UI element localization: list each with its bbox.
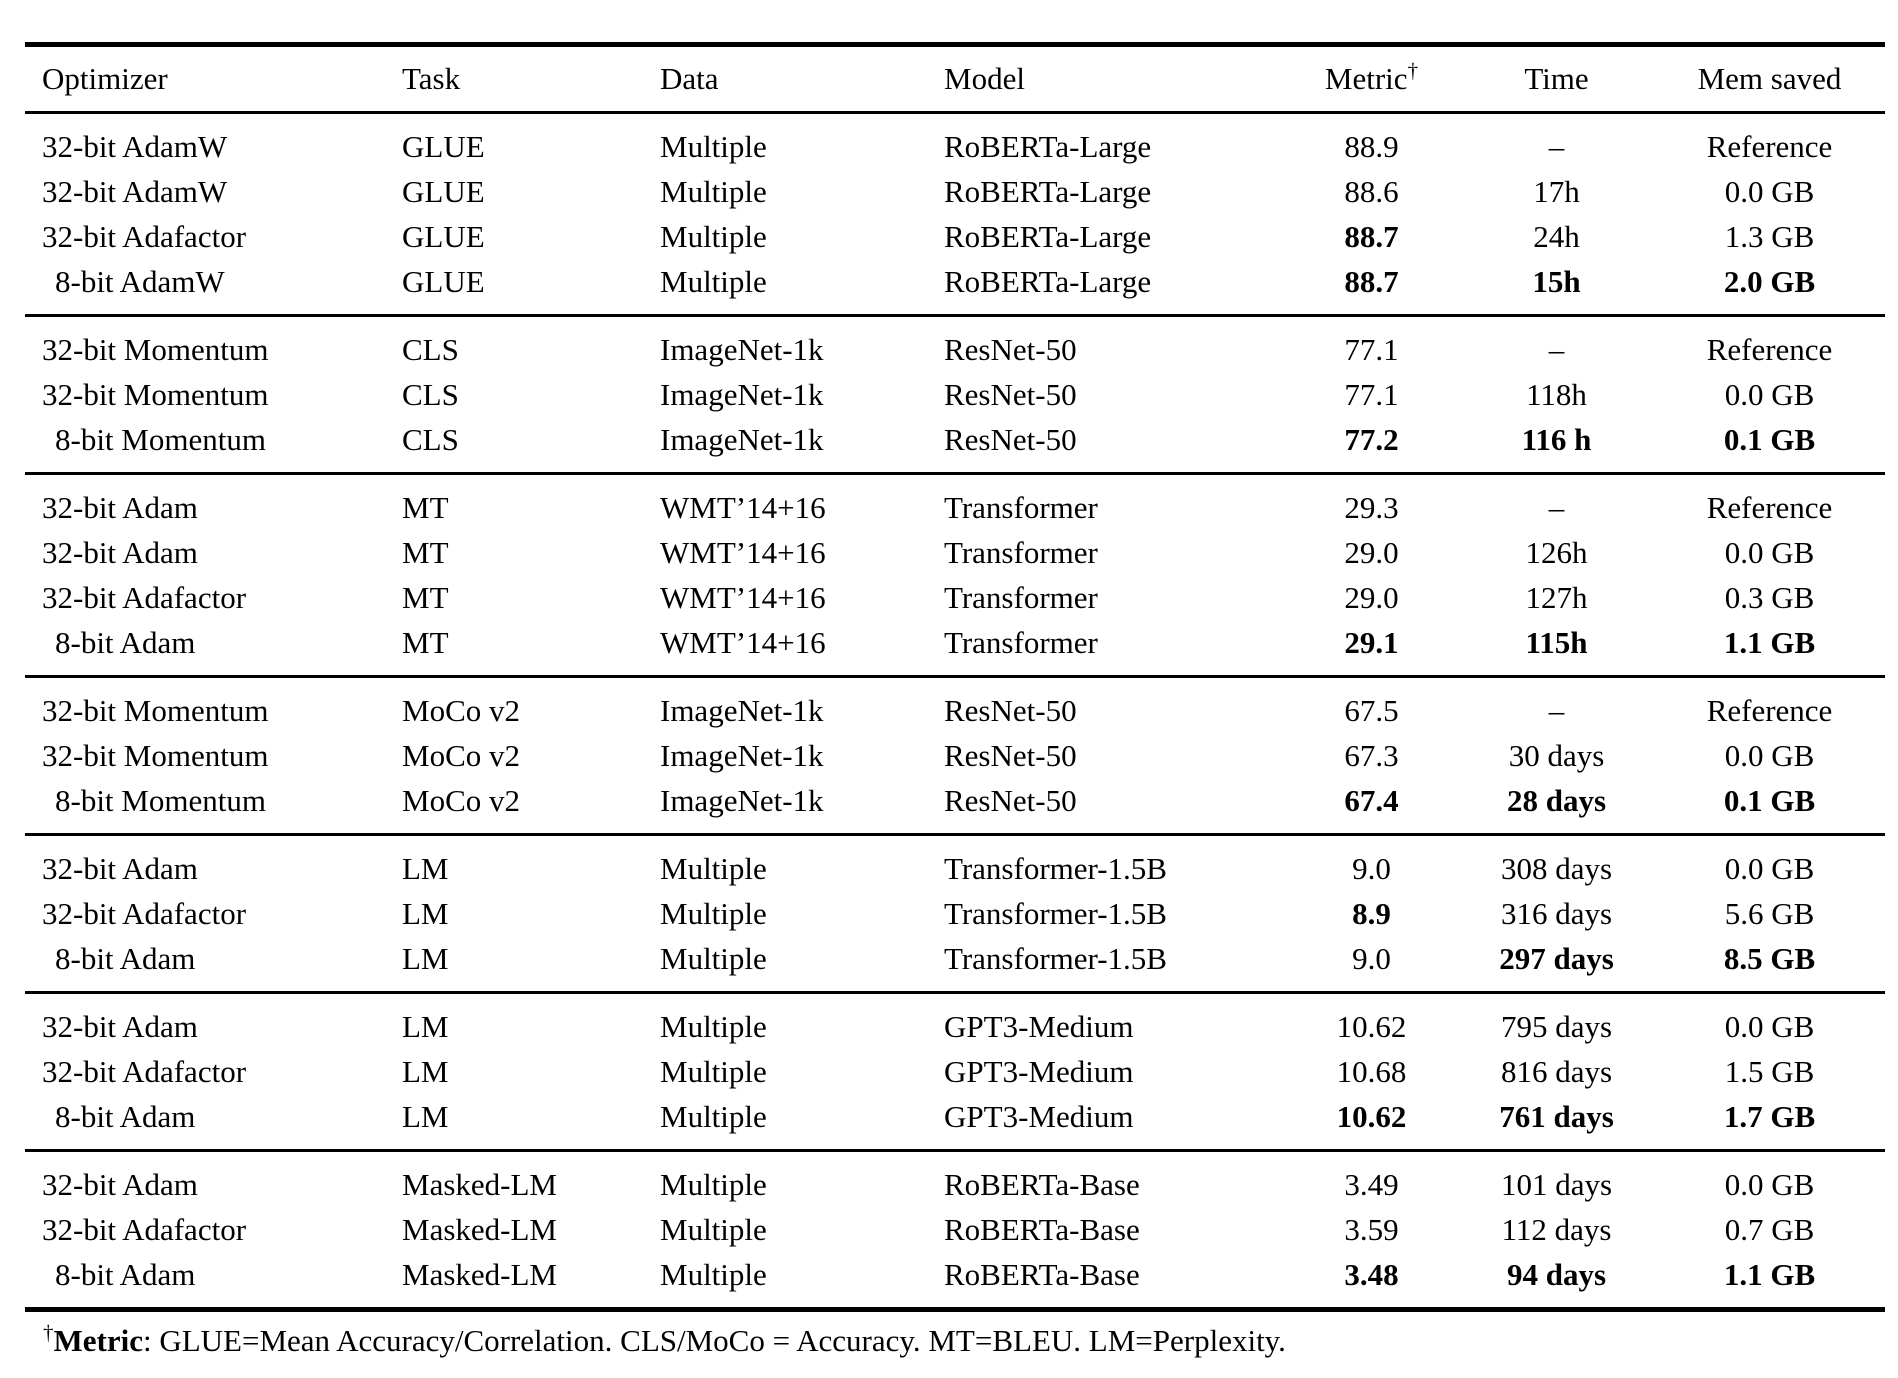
cell-data: WMT’14+16 [660,625,826,660]
cell-mem-saved: 0.1 GB [1723,783,1816,818]
cell-model: RoBERTa-Large [944,264,1152,299]
column-header-time: Time [1459,45,1654,113]
cell-task: GLUE [402,264,485,299]
cell-optimizer: 32-bit Momentum [42,332,269,367]
row-group [25,677,1885,835]
table-row [25,575,1885,620]
cell-data: Multiple [660,1212,767,1247]
footnote-text: : GLUE=Mean Accuracy/Correlation. CLS/MoCo = Accuracy. MT=BLEU. LM=Perplexity. [142,1323,1286,1358]
cell-time: 316 days [1500,896,1613,931]
row-group [25,474,1885,677]
table-header [25,45,1885,113]
column-header-model: Model [944,45,1284,113]
cell-time: 118h [1526,377,1587,412]
cell-metric: 8.9 [1352,896,1391,931]
cell-metric: 9.0 [1352,851,1391,886]
table-row [25,259,1885,316]
table-row [25,113,1885,170]
cell-mem-saved: 0.0 GB [1724,535,1815,570]
table-row [25,1207,1885,1252]
cell-data: Multiple [660,264,767,299]
cell-time: 795 days [1500,1009,1613,1044]
cell-time: – [1548,693,1565,728]
row-group [25,316,1885,474]
table-row [25,372,1885,417]
cell-metric: 29.3 [1344,490,1399,525]
cell-data: ImageNet-1k [660,738,824,773]
cell-metric: 77.1 [1344,377,1399,412]
cell-metric: 29.0 [1344,535,1399,570]
cell-optimizer: 8-bit Momentum [55,422,266,457]
table-row [25,835,1885,892]
cell-data: Multiple [660,941,767,976]
cell-metric: 77.1 [1344,332,1399,367]
table-row [25,891,1885,936]
cell-task: MoCo v2 [402,738,520,773]
cell-model: GPT3-Medium [944,1099,1134,1134]
cell-model: Transformer [944,625,1098,660]
table-row [25,316,1885,373]
cell-time: 308 days [1500,851,1613,886]
cell-time: 15h [1532,264,1581,299]
table-row [25,936,1885,993]
footnote-metric-label: Metric [53,1323,143,1358]
cell-metric: 3.48 [1344,1257,1399,1292]
cell-data: Multiple [660,1167,767,1202]
cell-model: ResNet-50 [944,332,1077,367]
cell-metric: 67.4 [1344,783,1399,818]
cell-mem-saved: 2.0 GB [1723,264,1816,299]
row-group [25,113,1885,316]
cell-mem-saved: Reference [1706,129,1833,164]
cell-optimizer: 32-bit Adafactor [42,580,247,615]
cell-metric: 77.2 [1344,422,1399,457]
cell-mem-saved: 0.7 GB [1724,1212,1815,1247]
cell-time: 24h [1533,219,1580,254]
cell-mem-saved: 0.0 GB [1724,738,1815,773]
cell-metric: 88.6 [1344,174,1399,209]
cell-mem-saved: 0.1 GB [1723,422,1816,457]
table-row [25,530,1885,575]
cell-model: RoBERTa-Base [944,1212,1140,1247]
cell-task: MT [402,580,449,615]
cell-data: WMT’14+16 [660,535,826,570]
cell-optimizer: 32-bit AdamW [42,129,228,164]
cell-time: – [1548,332,1565,367]
cell-model: Transformer [944,535,1098,570]
table-row [25,677,1885,734]
cell-metric: 29.1 [1344,625,1399,660]
cell-task: MT [402,625,449,660]
cell-optimizer: 32-bit AdamW [42,174,228,209]
cell-data: Multiple [660,219,767,254]
cell-data: WMT’14+16 [660,580,826,615]
cell-metric: 88.9 [1344,129,1399,164]
cell-task: LM [402,1099,449,1134]
cell-optimizer: 8-bit AdamW [55,264,225,299]
footnote-dagger: † [43,1320,54,1345]
cell-time: 17h [1533,174,1580,209]
cell-model: GPT3-Medium [944,1054,1134,1089]
table-row [25,169,1885,214]
cell-mem-saved: 5.6 GB [1724,896,1815,931]
cell-metric: 10.62 [1336,1099,1407,1134]
cell-time: 94 days [1506,1257,1607,1292]
cell-time: 761 days [1499,1099,1614,1134]
table-row [25,1151,1885,1208]
column-header-data: Data [660,45,944,113]
table-row [25,778,1885,835]
cell-mem-saved: Reference [1706,332,1833,367]
table-row [25,474,1885,531]
cell-mem-saved: 1.1 GB [1723,1257,1816,1292]
cell-time: 30 days [1508,738,1605,773]
cell-time: 112 days [1501,1212,1612,1247]
cell-task: LM [402,1009,449,1044]
cell-task: Masked-LM [402,1257,557,1292]
cell-model: RoBERTa-Base [944,1167,1140,1202]
cell-model: Transformer-1.5B [944,851,1167,886]
cell-mem-saved: Reference [1706,693,1833,728]
cell-optimizer: 32-bit Adafactor [42,896,247,931]
cell-task: CLS [402,377,459,412]
cell-model: ResNet-50 [944,377,1077,412]
cell-task: MoCo v2 [402,693,520,728]
cell-model: ResNet-50 [944,738,1077,773]
cell-time: 101 days [1500,1167,1613,1202]
cell-task: LM [402,896,449,931]
cell-model: Transformer [944,580,1098,615]
cell-optimizer: 32-bit Momentum [42,377,269,412]
cell-model: ResNet-50 [944,693,1077,728]
cell-data: ImageNet-1k [660,422,824,457]
table-row [25,993,1885,1050]
optimizer-results-table [25,42,1885,1312]
cell-time: – [1548,490,1565,525]
cell-model: RoBERTa-Large [944,219,1152,254]
cell-optimizer: 32-bit Adam [42,535,198,570]
cell-optimizer: 32-bit Momentum [42,693,269,728]
cell-task: CLS [402,422,459,457]
cell-time: 116 h [1521,422,1592,457]
table-row [25,1049,1885,1094]
cell-mem-saved: 1.1 GB [1723,625,1816,660]
cell-model: RoBERTa-Base [944,1257,1140,1292]
cell-optimizer: 32-bit Adam [42,851,198,886]
cell-mem-saved: 0.0 GB [1724,1009,1815,1044]
cell-time: 28 days [1506,783,1607,818]
cell-mem-saved: 8.5 GB [1723,941,1816,976]
column-header-optimizer: Optimizer [25,45,402,113]
cell-task: MT [402,535,449,570]
cell-task: GLUE [402,174,485,209]
cell-metric: 67.5 [1344,693,1399,728]
cell-mem-saved: 1.7 GB [1723,1099,1816,1134]
cell-metric: 29.0 [1344,580,1399,615]
cell-optimizer: 32-bit Momentum [42,738,269,773]
cell-model: Transformer [944,490,1098,525]
cell-task: CLS [402,332,459,367]
cell-data: Multiple [660,1257,767,1292]
table-row [25,620,1885,677]
metric-dagger-sup: † [1407,58,1419,83]
cell-metric: 3.49 [1344,1167,1399,1202]
cell-task: GLUE [402,219,485,254]
cell-data: Multiple [660,1009,767,1044]
cell-optimizer: 32-bit Adam [42,1167,198,1202]
cell-metric: 67.3 [1344,738,1399,773]
cell-task: Masked-LM [402,1212,557,1247]
cell-data: Multiple [660,129,767,164]
cell-optimizer: 8-bit Adam [55,625,196,660]
cell-time: 127h [1525,580,1588,615]
cell-data: ImageNet-1k [660,377,824,412]
column-header-task: Task [402,45,660,113]
cell-model: Transformer-1.5B [944,896,1167,931]
cell-time: 816 days [1500,1054,1613,1089]
cell-mem-saved: 0.3 GB [1724,580,1815,615]
cell-metric: 3.59 [1344,1212,1399,1247]
row-group [25,835,1885,993]
cell-task: LM [402,941,449,976]
cell-time: 126h [1525,535,1588,570]
cell-task: MoCo v2 [402,783,520,818]
row-group [25,1151,1885,1310]
cell-mem-saved: 1.3 GB [1724,219,1815,254]
cell-model: GPT3-Medium [944,1009,1134,1044]
cell-model: RoBERTa-Large [944,129,1152,164]
row-group [25,993,1885,1151]
cell-metric: 88.7 [1344,219,1399,254]
cell-model: ResNet-50 [944,783,1077,818]
cell-metric: 10.68 [1336,1054,1407,1089]
cell-data: ImageNet-1k [660,693,824,728]
cell-task: LM [402,851,449,886]
cell-data: Multiple [660,896,767,931]
cell-model: Transformer-1.5B [944,941,1167,976]
cell-optimizer: 8-bit Adam [55,1099,196,1134]
cell-model: ResNet-50 [944,422,1077,457]
table-footnote [25,1312,1898,1361]
cell-task: GLUE [402,129,485,164]
cell-data: ImageNet-1k [660,332,824,367]
column-header-mem-saved: Mem saved [1654,45,1885,113]
cell-time: 297 days [1499,941,1614,976]
cell-mem-saved: 0.0 GB [1724,851,1815,886]
table-row [25,417,1885,474]
cell-data: Multiple [660,1054,767,1089]
cell-mem-saved: 0.0 GB [1724,1167,1815,1202]
table-row [25,733,1885,778]
cell-mem-saved: 0.0 GB [1724,174,1815,209]
cell-mem-saved: 0.0 GB [1724,377,1815,412]
cell-mem-saved: 1.5 GB [1724,1054,1815,1089]
cell-optimizer: 32-bit Adafactor [42,1212,247,1247]
cell-data: Multiple [660,174,767,209]
column-header-metric: Metric† [1284,45,1459,113]
cell-data: Multiple [660,851,767,886]
cell-data: WMT’14+16 [660,490,826,525]
cell-optimizer: 32-bit Adam [42,1009,198,1044]
table-row [25,214,1885,259]
cell-optimizer: 8-bit Momentum [55,783,266,818]
table-row [25,1094,1885,1151]
cell-metric: 88.7 [1344,264,1399,299]
cell-optimizer: 32-bit Adafactor [42,1054,247,1089]
cell-time: – [1548,129,1565,164]
cell-mem-saved: Reference [1706,490,1833,525]
cell-metric: 10.62 [1336,1009,1407,1044]
cell-time: 115h [1525,625,1588,660]
cell-metric: 9.0 [1352,941,1391,976]
cell-task: MT [402,490,449,525]
cell-optimizer: 32-bit Adafactor [42,219,247,254]
cell-optimizer: 8-bit Adam [55,941,196,976]
cell-model: RoBERTa-Large [944,174,1152,209]
table-row [25,1252,1885,1310]
header-row [25,45,1885,113]
cell-task: Masked-LM [402,1167,557,1202]
cell-data: Multiple [660,1099,767,1134]
cell-optimizer: 8-bit Adam [55,1257,196,1292]
cell-data: ImageNet-1k [660,783,824,818]
cell-optimizer: 32-bit Adam [42,490,198,525]
cell-task: LM [402,1054,449,1089]
